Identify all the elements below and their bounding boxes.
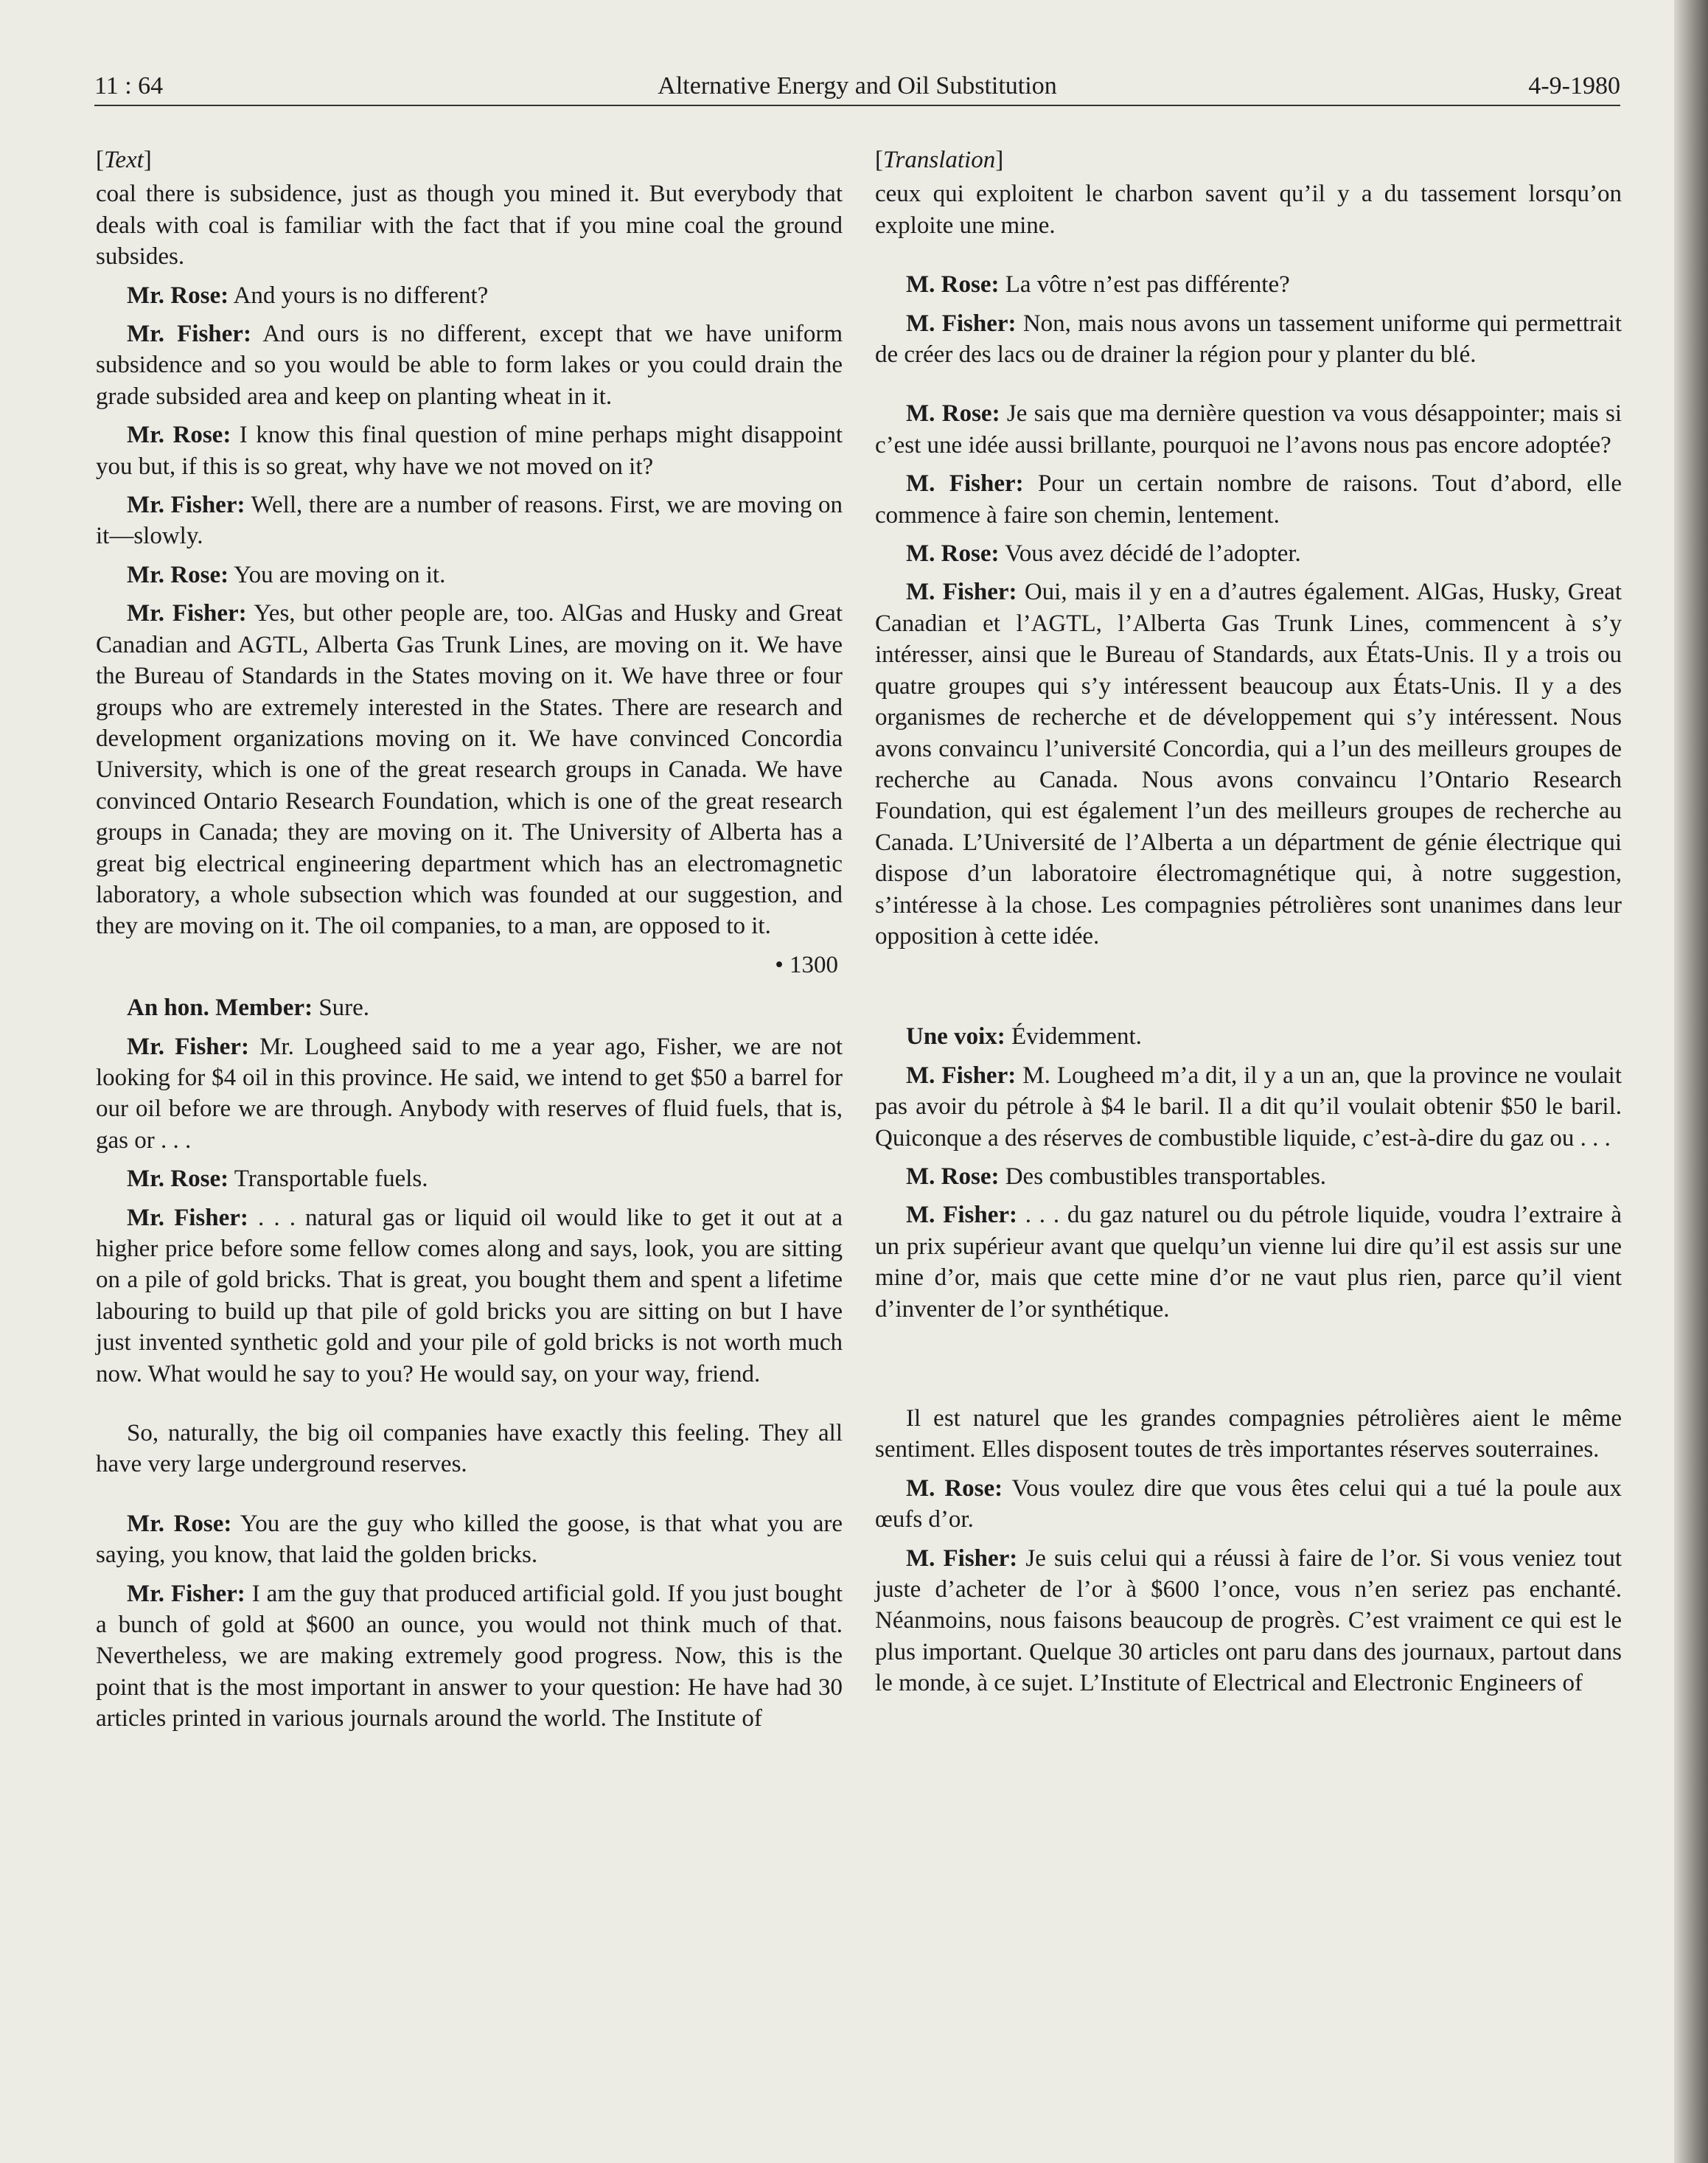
speech-paragraph: Mr. Fisher: And ours is no different, except that we have uniform subsidence and so you would be able to form lakes or you could drain the grade subsided area and keep on planting wheat in it. — [96, 321, 843, 410]
speech-paragraph: M. Rose: Vous voulez dire que vous êtes celui qui a tué la poule aux œufs d’or. — [875, 1474, 1622, 1533]
column-label: [Translation] — [875, 147, 1004, 173]
speech-paragraph: Mr. Fisher: I am the guy that produced artificial gold. If you just bought a bunch of gold at $600 an ounce, you would not think much of that. Nevertheless, we are making extremely good progress. Now, this is the point that is the most important in answer to your question: He have had 30 articles printed in various journals around the world. The Institute of — [96, 1580, 843, 1732]
speech-paragraph: Mr. Rose: I know this final question of mine perhaps might disappoint you but, if this is so great, why have we not moved on it? — [96, 422, 843, 480]
speech-paragraph: M. Rose: La vôtre n’est pas différente? — [906, 271, 1290, 299]
paragraph: coal there is subsidence, just as though you mined it. But everybody that deals with coal is familiar with the fact that if you mine coal the ground subsides. — [96, 181, 843, 271]
speech-paragraph: Une voix: Évidemment. — [906, 1023, 1142, 1051]
page-header — [94, 68, 1620, 108]
paragraph: So, naturally, the big oil companies have exactly this feeling. They all have very large underground reserves. — [96, 1420, 843, 1478]
speech-paragraph: Mr. Rose: You are moving on it. — [127, 561, 446, 588]
speaker-name: M. Fisher: — [906, 470, 1024, 498]
speaker-name: Mr. Fisher: — [127, 1033, 249, 1060]
speech-paragraph: Mr. Rose: Transportable fuels. — [127, 1166, 428, 1193]
speech-paragraph: Mr. Fisher: . . . natural gas or liquid oil would like to get it out at a higher price before some fellow comes along and says, look, you are sitting on a pile of gold bricks. That is great, you bought them and spent a lifetime labouring to build up that pile of gold bricks you are sitting on but I have just invented synthetic gold and your pile of gold bricks is not worth much now. What would he say to you? He would say, on your way, friend. — [96, 1204, 843, 1387]
speaker-name: M. Fisher: — [906, 1062, 1017, 1089]
speaker-name: M. Rose: — [906, 271, 1000, 299]
speech-paragraph: Mr. Fisher: Mr. Lougheed said to me a year ago, Fisher, we are not looking for $4 oil in this province. He said, we intend to get $50 a barrel for our oil before we are through. Anybody with reserves of fluid fuels, that is, gas or . . . — [96, 1033, 843, 1154]
french-column — [875, 144, 1622, 1707]
speech-paragraph: Mr. Rose: You are the guy who killed the goose, is that what you are saying, you know, that laid the golden bricks. — [96, 1510, 843, 1569]
speaker-name: M. Rose: — [906, 1163, 1000, 1190]
speaker-name: M. Fisher: — [906, 1202, 1017, 1229]
speech-paragraph: M. Fisher: Non, mais nous avons un tassement uniforme qui permettrait de créer des lacs ou de drainer la région pour y planter du blé. — [875, 310, 1622, 369]
speaker-name: Mr. Fisher: — [127, 600, 247, 627]
speech-paragraph: Mr. Fisher: Yes, but other people are, too. AlGas and Husky and Great Canadian and AGTL, Alberta Gas Trunk Lines, are moving on it. We have the Bureau of Standards in the States moving on it. We have three or four groups who are extremely interested in the States. There are research and development organizations moving on it. We have convinced Concordia University, which is one of the great research groups in Canada. We have convinced Ontario Research Foundation, which is one of the great research groups in Canada; they are moving on it. The University of Alberta has a great big electrical engineering department which has an electromagnetic laboratory, a whole subsection which was founded at our suggestion, and they are moving on it. The oil companies, to a man, are opposed to it. — [96, 600, 843, 940]
speech-paragraph: M. Fisher: Je suis celui qui a réussi à faire de l’or. Si vous veniez tout juste d’acheter de l’or à $600 l’once, vous n’en seriez pas enchanté. Néanmoins, nous faisons beaucoup de progrès. C’est vraiment ce qui est le plus important. Quelque 30 articles ont paru dans des journaux, partout dans le monde, à ce sujet. L’Institute of Electrical and Electronic Engineers of — [875, 1544, 1622, 1697]
speech-paragraph: Mr. Fisher: Well, there are a number of reasons. First, we are moving on it—slowly. — [96, 492, 843, 550]
column-label: [Text] — [96, 147, 152, 173]
speaker-name: M. Fisher: — [906, 579, 1017, 606]
speaker-name: Mr. Rose: — [127, 1510, 232, 1537]
speaker-name: Mr. Rose: — [127, 561, 229, 588]
time-marker: • 1300 — [775, 951, 838, 978]
document-date: 4-9-1980 — [1528, 72, 1620, 100]
speech-paragraph: An hon. Member: Sure. — [127, 995, 370, 1022]
speaker-name: Mr. Rose: — [127, 422, 231, 449]
speaker-name: Mr. Fisher: — [127, 1204, 248, 1231]
speaker-name: M. Fisher: — [906, 1544, 1018, 1572]
page-number: 11 : 64 — [94, 72, 164, 100]
speech-paragraph: M. Rose: Des combustibles transportables. — [906, 1163, 1327, 1190]
speaker-name: Une voix: — [906, 1023, 1005, 1051]
speaker-name: Mr. Rose: — [127, 282, 229, 309]
speaker-name: M. Rose: — [906, 400, 1000, 428]
speaker-name: Mr. Fisher: — [127, 492, 245, 519]
speaker-name: An hon. Member: — [127, 995, 313, 1022]
header-rule — [94, 105, 1620, 106]
speaker-name: Mr. Rose: — [127, 1166, 229, 1193]
speech-paragraph: Mr. Rose: And yours is no different? — [127, 282, 489, 309]
speaker-name: M. Rose: — [906, 540, 1000, 568]
speech-paragraph: M. Fisher: M. Lougheed m’a dit, il y a un an, que la province ne voulait pas avoir du pétrole à $4 le baril. Il a dit qu’il voulait obtenir $50 le baril. Quiconque a des réserves de combustible liquide, c’est-à-dire du gaz ou . . . — [875, 1062, 1622, 1152]
speaker-name: Mr. Fisher: — [127, 321, 251, 348]
speech-paragraph: M. Rose: Vous avez décidé de l’adopter. — [906, 540, 1301, 568]
speech-paragraph: M. Fisher: Oui, mais il y en a d’autres également. AlGas, Husky, Great Canadian et l’AGTL, l’Alberta Gas Trunk Lines, commencent à s’y intéresser, ainsi que le Bureau of Standards, aux États-Unis. Il y a trois ou quatre groupes qui s’y intéressent beaucoup aux États-Unis. Il y a des organismes de recherche et de développement qui s’y intéressent. Nous avons convaincu l’université Concordia, qui a l’un des meilleurs groupes de recherche au Canada. Nous avons convaincu l’Ontario Research Foundation, qui est également l’un des meilleurs groupes de recherche au Canada. L’Université de l’Alberta a un départment de génie électrique qui dispose d’un laboratoire électromagnétique qui, à notre suggestion, s’intéresse à la chose. Les compagnies pétrolières sont unanimes dans leur opposition à cette idée. — [875, 579, 1622, 950]
speech-paragraph: M. Fisher: Pour un certain nombre de raisons. Tout d’abord, elle commence à faire son chemin, lentement. — [875, 470, 1622, 529]
page-edge-shadow — [1674, 0, 1708, 2163]
speaker-name: M. Rose: — [906, 1474, 1003, 1502]
document-title: Alternative Energy and Oil Substitution — [658, 72, 1057, 100]
speaker-name: Mr. Fisher: — [127, 1580, 245, 1607]
paragraph: Il est naturel que les grandes compagnies pétrolières aient le même sentiment. Elles disposent toutes de très importantes réserves souterraines. — [875, 1405, 1622, 1463]
speech-paragraph: M. Rose: Je sais que ma dernière question va vous désappointer; mais si c’est une idée aussi brillante, pourquoi ne l’avons nous pas encore adoptée? — [875, 400, 1622, 459]
speaker-name: M. Fisher: — [906, 310, 1017, 337]
speech-paragraph: M. Fisher: . . . du gaz naturel ou du pétrole liquide, voudra l’extraire à un prix supérieur avant que quelqu’un vienne lui dire qu’il est assis sur une mine d’or, mais que cette mine d’or ne vaut plus rien, parce qu’il vient d’inventer de l’or synthétique. — [875, 1202, 1622, 1323]
paragraph: ceux qui exploitent le charbon savent qu’il y a du tassement lorsqu’on exploite une mine. — [875, 181, 1622, 239]
english-column — [96, 144, 843, 1742]
